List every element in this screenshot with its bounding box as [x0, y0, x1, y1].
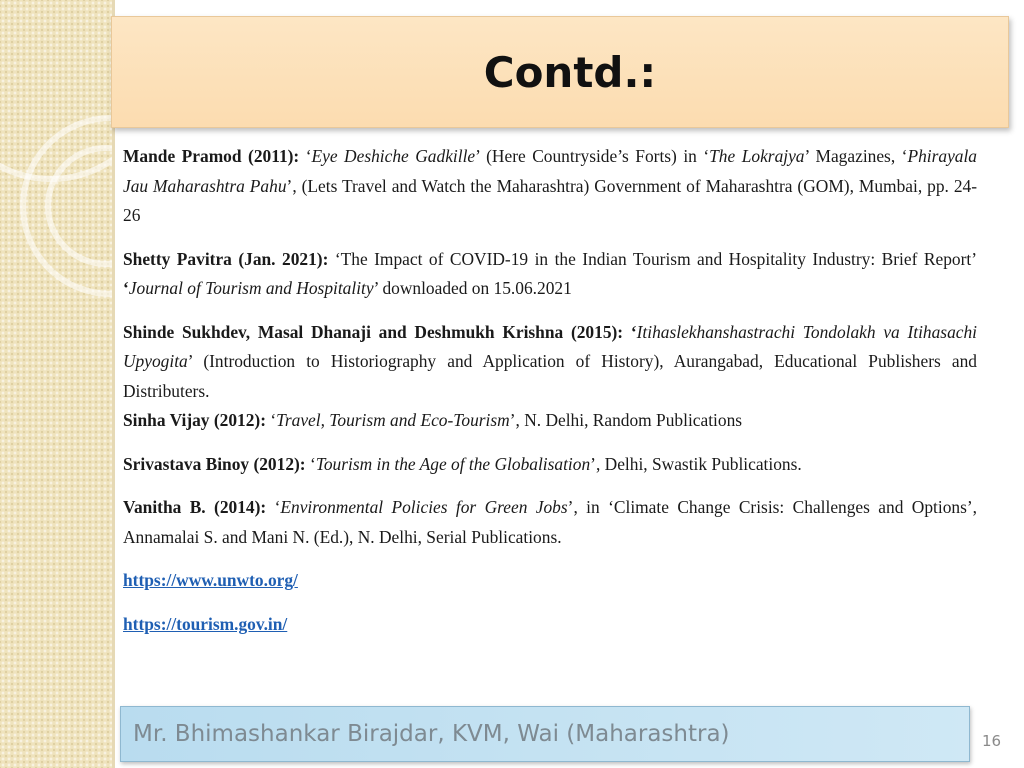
reference-author: Mande Pramod (2011):	[123, 146, 300, 166]
reference-item	[123, 450, 977, 480]
reference-text: ’ downloaded on 15.06.2021	[373, 278, 572, 298]
page-number: 16	[982, 732, 1002, 750]
reference-title: Travel, Tourism and Eco-Tourism	[276, 410, 510, 430]
reference-title: Eye Deshiche Gadkille	[311, 146, 476, 166]
reference-title: Tourism in the Age of the Globalisation	[315, 453, 591, 474]
decorative-side-strip	[0, 0, 112, 768]
reference-author: Shetty Pavitra (Jan. 2021):	[123, 248, 329, 269]
reference-text: ‘	[266, 410, 277, 430]
reference-text: ’, Delhi, Swastik Publications.	[590, 453, 802, 474]
reference-text: ‘	[299, 146, 312, 166]
reference-title: Environmental Policies for Green Jobs	[280, 497, 568, 517]
reference-title: Journal of Tourism and Hospitality	[128, 278, 374, 298]
reference-author: Shinde Sukhdev, Masal Dhanaji and Deshmukh Krishna (2015):	[123, 321, 624, 342]
reference-text: ’ Magazines, ‘	[804, 146, 908, 166]
tourism-gov-link[interactable]: https://tourism.gov.in/	[123, 613, 288, 634]
reference-text: ’, (Lets Travel and Watch the Maharashtra) Government of Maharashtra (GOM), Mumbai, pp. 24-26	[123, 175, 978, 225]
reference-text: ‘The Impact of COVID-19 in the Indian Tourism and Hospitality Industry: Brief Report’	[328, 248, 977, 269]
reference-text: ’, N. Delhi, Random Publications	[509, 410, 743, 430]
reference-item	[123, 406, 977, 436]
reference-text: ‘	[305, 453, 316, 474]
reference-title: Phirayala Jau Maharashtra Pahu	[123, 146, 978, 196]
footer-banner	[120, 706, 970, 762]
unwto-link[interactable]: https://www.unwto.org/	[123, 570, 298, 590]
reference-text: ’, in ‘Climate Change Crisis: Challenges and Options’, Annamalai S. and Mani N. (Ed.), N. Delhi, Serial Publications.	[123, 497, 978, 547]
title-banner	[111, 16, 1009, 128]
slide-title: Contd.:	[483, 47, 657, 97]
reference-text: ’ (Here Countryside’s Forts) in ‘	[475, 146, 710, 166]
reference-item	[123, 318, 977, 407]
reference-text: ‘	[266, 497, 281, 517]
references-list	[123, 142, 977, 653]
reference-author: Sinha Vijay (2012):	[123, 410, 267, 430]
reference-item	[123, 142, 977, 231]
reference-item	[123, 493, 977, 552]
reference-quote: ‘	[623, 321, 637, 342]
footer-author: Mr. Bhimashankar Birajdar, KVM, Wai (Maharashtra)	[133, 721, 730, 747]
reference-title: The Lokrajya	[709, 146, 805, 166]
reference-author: Srivastava Binoy (2012):	[123, 453, 306, 474]
reference-text: ’ (Introduction to Historiography and Application of History), Aurangabad, Educational Publishers and Distributers.	[123, 351, 977, 401]
reference-item	[123, 245, 977, 304]
reference-author: Vanitha B. (2014):	[123, 497, 267, 517]
reference-title: Itihaslekhanshastrachi Tondolakh va Itihasachi Upyogita	[123, 321, 978, 371]
reference-quote: ‘	[123, 278, 129, 298]
